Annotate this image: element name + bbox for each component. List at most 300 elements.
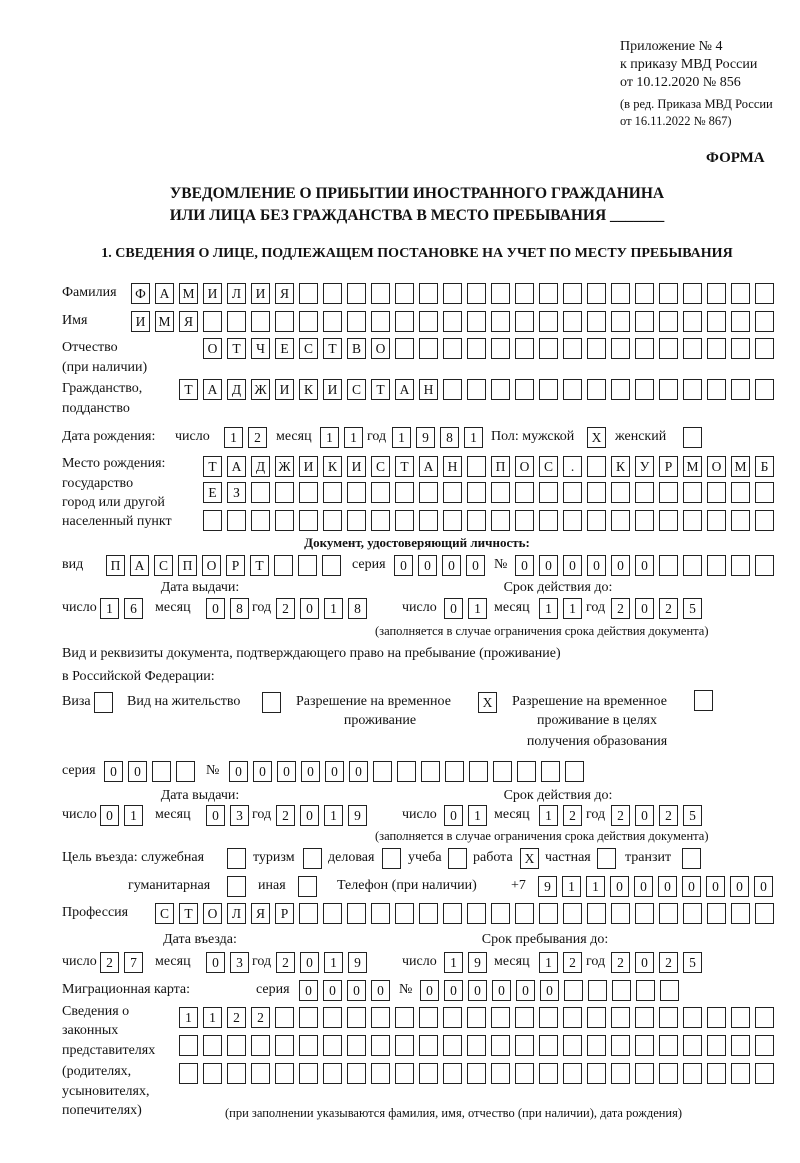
char-cell[interactable]: Я xyxy=(179,311,198,332)
char-cell[interactable]: 0 xyxy=(253,761,272,782)
char-cell[interactable] xyxy=(251,1063,270,1084)
char-cell[interactable] xyxy=(299,1063,318,1084)
char-cell[interactable]: 1 xyxy=(539,598,558,619)
char-cell[interactable] xyxy=(683,1063,702,1084)
char-cell[interactable] xyxy=(659,555,678,576)
char-cell[interactable] xyxy=(419,510,438,531)
char-cell[interactable] xyxy=(275,482,294,503)
char-cell[interactable] xyxy=(707,903,726,924)
char-cell[interactable] xyxy=(443,1035,462,1056)
char-cell[interactable] xyxy=(659,1035,678,1056)
char-cell[interactable]: 0 xyxy=(347,980,366,1001)
char-cell[interactable]: 2 xyxy=(659,952,678,973)
char-cell[interactable] xyxy=(541,761,560,782)
char-cell[interactable] xyxy=(491,311,510,332)
char-cell[interactable] xyxy=(491,903,510,924)
char-cell[interactable]: 0 xyxy=(635,952,654,973)
char-cell[interactable] xyxy=(467,283,486,304)
char-cell[interactable]: 0 xyxy=(444,805,463,826)
char-cell[interactable]: И xyxy=(275,379,294,400)
char-cell[interactable]: Ч xyxy=(251,338,270,359)
char-cell[interactable] xyxy=(275,510,294,531)
char-cell[interactable]: 0 xyxy=(730,876,749,897)
char-cell[interactable] xyxy=(611,311,630,332)
char-cell[interactable] xyxy=(227,311,246,332)
char-cell[interactable] xyxy=(564,980,583,1001)
char-cell[interactable]: Т xyxy=(371,379,390,400)
char-cell[interactable]: О xyxy=(203,903,222,924)
char-cell[interactable] xyxy=(635,1007,654,1028)
char-cell[interactable] xyxy=(421,761,440,782)
char-cell[interactable]: О xyxy=(707,456,726,477)
char-cell[interactable]: 0 xyxy=(754,876,773,897)
char-cell[interactable] xyxy=(419,482,438,503)
char-cell[interactable] xyxy=(323,510,342,531)
char-cell[interactable] xyxy=(491,338,510,359)
char-cell[interactable] xyxy=(587,1035,606,1056)
char-cell[interactable]: 0 xyxy=(635,805,654,826)
char-cell[interactable]: П xyxy=(106,555,125,576)
char-cell[interactable]: А xyxy=(130,555,149,576)
char-cell[interactable] xyxy=(419,1007,438,1028)
char-cell[interactable]: Т xyxy=(323,338,342,359)
char-cell[interactable]: 0 xyxy=(658,876,677,897)
char-cell[interactable] xyxy=(659,482,678,503)
char-cell[interactable] xyxy=(371,311,390,332)
char-cell[interactable] xyxy=(707,482,726,503)
char-cell[interactable] xyxy=(275,1035,294,1056)
char-cell[interactable] xyxy=(373,761,392,782)
char-cell[interactable] xyxy=(371,1035,390,1056)
char-cell[interactable]: . xyxy=(563,456,582,477)
char-cell[interactable] xyxy=(755,338,774,359)
char-cell[interactable]: Л xyxy=(227,283,246,304)
char-cell[interactable] xyxy=(563,1007,582,1028)
char-cell[interactable] xyxy=(467,1007,486,1028)
char-cell[interactable] xyxy=(227,1035,246,1056)
char-cell[interactable] xyxy=(755,1063,774,1084)
char-cell[interactable]: Т xyxy=(203,456,222,477)
char-cell[interactable] xyxy=(371,510,390,531)
char-cell[interactable] xyxy=(491,1007,510,1028)
checkbox-cell[interactable] xyxy=(382,848,401,869)
char-cell[interactable]: 1 xyxy=(203,1007,222,1028)
char-cell[interactable]: Н xyxy=(419,379,438,400)
char-cell[interactable] xyxy=(587,903,606,924)
char-cell[interactable]: И xyxy=(299,456,318,477)
char-cell[interactable]: М xyxy=(731,456,750,477)
char-cell[interactable] xyxy=(443,510,462,531)
char-cell[interactable] xyxy=(395,338,414,359)
char-cell[interactable] xyxy=(707,379,726,400)
char-cell[interactable] xyxy=(755,283,774,304)
char-cell[interactable]: 1 xyxy=(444,952,463,973)
char-cell[interactable]: К xyxy=(323,456,342,477)
char-cell[interactable] xyxy=(371,482,390,503)
char-cell[interactable] xyxy=(299,482,318,503)
char-cell[interactable]: К xyxy=(299,379,318,400)
char-cell[interactable]: Р xyxy=(275,903,294,924)
char-cell[interactable] xyxy=(588,980,607,1001)
char-cell[interactable] xyxy=(227,510,246,531)
char-cell[interactable] xyxy=(491,379,510,400)
char-cell[interactable] xyxy=(515,1035,534,1056)
char-cell[interactable] xyxy=(395,510,414,531)
char-cell[interactable] xyxy=(467,482,486,503)
checkbox-cell[interactable] xyxy=(683,427,702,448)
char-cell[interactable] xyxy=(395,1007,414,1028)
checkbox-cell[interactable] xyxy=(448,848,467,869)
char-cell[interactable]: 1 xyxy=(539,952,558,973)
char-cell[interactable]: 0 xyxy=(371,980,390,1001)
char-cell[interactable] xyxy=(275,311,294,332)
char-cell[interactable]: 0 xyxy=(635,598,654,619)
char-cell[interactable]: 1 xyxy=(324,952,343,973)
char-cell[interactable] xyxy=(251,1035,270,1056)
char-cell[interactable] xyxy=(707,283,726,304)
char-cell[interactable] xyxy=(683,510,702,531)
char-cell[interactable] xyxy=(515,1063,534,1084)
char-cell[interactable] xyxy=(298,555,317,576)
char-cell[interactable] xyxy=(659,903,678,924)
char-cell[interactable] xyxy=(611,903,630,924)
char-cell[interactable]: М xyxy=(683,456,702,477)
char-cell[interactable] xyxy=(323,903,342,924)
char-cell[interactable]: 0 xyxy=(128,761,147,782)
char-cell[interactable] xyxy=(755,510,774,531)
char-cell[interactable]: 1 xyxy=(324,598,343,619)
char-cell[interactable] xyxy=(323,283,342,304)
char-cell[interactable] xyxy=(419,1063,438,1084)
char-cell[interactable]: Б xyxy=(755,456,774,477)
char-cell[interactable] xyxy=(395,903,414,924)
char-cell[interactable]: Т xyxy=(179,903,198,924)
char-cell[interactable] xyxy=(515,903,534,924)
char-cell[interactable] xyxy=(539,338,558,359)
char-cell[interactable] xyxy=(635,1063,654,1084)
char-cell[interactable]: Я xyxy=(275,283,294,304)
char-cell[interactable] xyxy=(635,903,654,924)
char-cell[interactable] xyxy=(587,283,606,304)
char-cell[interactable] xyxy=(176,761,195,782)
char-cell[interactable] xyxy=(707,338,726,359)
char-cell[interactable] xyxy=(419,283,438,304)
char-cell[interactable]: 3 xyxy=(230,952,249,973)
char-cell[interactable]: П xyxy=(178,555,197,576)
char-cell[interactable] xyxy=(635,379,654,400)
char-cell[interactable]: И xyxy=(323,379,342,400)
char-cell[interactable]: И xyxy=(131,311,150,332)
char-cell[interactable] xyxy=(731,283,750,304)
char-cell[interactable] xyxy=(539,1007,558,1028)
char-cell[interactable] xyxy=(467,338,486,359)
char-cell[interactable] xyxy=(491,283,510,304)
char-cell[interactable] xyxy=(683,555,702,576)
char-cell[interactable]: 2 xyxy=(659,805,678,826)
char-cell[interactable] xyxy=(515,311,534,332)
char-cell[interactable]: 1 xyxy=(179,1007,198,1028)
char-cell[interactable] xyxy=(323,482,342,503)
char-cell[interactable] xyxy=(707,510,726,531)
char-cell[interactable]: 8 xyxy=(348,598,367,619)
char-cell[interactable]: 0 xyxy=(104,761,123,782)
char-cell[interactable]: О xyxy=(515,456,534,477)
char-cell[interactable] xyxy=(274,555,293,576)
char-cell[interactable] xyxy=(299,1035,318,1056)
char-cell[interactable]: Н xyxy=(443,456,462,477)
char-cell[interactable] xyxy=(611,1035,630,1056)
char-cell[interactable]: Т xyxy=(250,555,269,576)
char-cell[interactable] xyxy=(419,338,438,359)
char-cell[interactable] xyxy=(611,1063,630,1084)
char-cell[interactable] xyxy=(611,482,630,503)
char-cell[interactable] xyxy=(635,338,654,359)
char-cell[interactable] xyxy=(347,1035,366,1056)
char-cell[interactable] xyxy=(563,338,582,359)
char-cell[interactable] xyxy=(563,283,582,304)
char-cell[interactable] xyxy=(467,311,486,332)
char-cell[interactable] xyxy=(323,1007,342,1028)
char-cell[interactable] xyxy=(565,761,584,782)
char-cell[interactable] xyxy=(612,980,631,1001)
char-cell[interactable]: О xyxy=(202,555,221,576)
char-cell[interactable] xyxy=(203,1035,222,1056)
char-cell[interactable]: Ж xyxy=(275,456,294,477)
char-cell[interactable] xyxy=(683,1007,702,1028)
char-cell[interactable] xyxy=(683,903,702,924)
char-cell[interactable] xyxy=(299,1007,318,1028)
char-cell[interactable]: И xyxy=(347,456,366,477)
char-cell[interactable]: 1 xyxy=(539,805,558,826)
char-cell[interactable] xyxy=(515,283,534,304)
char-cell[interactable]: Е xyxy=(203,482,222,503)
char-cell[interactable] xyxy=(251,311,270,332)
char-cell[interactable]: 2 xyxy=(276,805,295,826)
checkbox-cell[interactable]: X xyxy=(587,427,606,448)
char-cell[interactable] xyxy=(659,283,678,304)
char-cell[interactable]: П xyxy=(491,456,510,477)
char-cell[interactable] xyxy=(563,1035,582,1056)
char-cell[interactable]: 0 xyxy=(444,598,463,619)
checkbox-cell[interactable] xyxy=(298,876,317,897)
char-cell[interactable] xyxy=(539,311,558,332)
char-cell[interactable] xyxy=(611,510,630,531)
char-cell[interactable] xyxy=(419,903,438,924)
checkbox-cell[interactable]: X xyxy=(520,848,539,869)
char-cell[interactable] xyxy=(323,311,342,332)
char-cell[interactable] xyxy=(563,482,582,503)
char-cell[interactable]: 0 xyxy=(300,598,319,619)
char-cell[interactable]: У xyxy=(635,456,654,477)
char-cell[interactable] xyxy=(587,482,606,503)
char-cell[interactable] xyxy=(755,1035,774,1056)
char-cell[interactable] xyxy=(707,1063,726,1084)
char-cell[interactable] xyxy=(347,283,366,304)
char-cell[interactable]: 5 xyxy=(683,598,702,619)
char-cell[interactable] xyxy=(347,1007,366,1028)
checkbox-cell[interactable] xyxy=(227,876,246,897)
char-cell[interactable] xyxy=(731,338,750,359)
char-cell[interactable] xyxy=(467,379,486,400)
char-cell[interactable]: И xyxy=(251,283,270,304)
char-cell[interactable] xyxy=(755,482,774,503)
char-cell[interactable] xyxy=(539,379,558,400)
char-cell[interactable] xyxy=(683,311,702,332)
checkbox-cell[interactable] xyxy=(227,848,246,869)
char-cell[interactable] xyxy=(659,1063,678,1084)
char-cell[interactable] xyxy=(227,1063,246,1084)
char-cell[interactable] xyxy=(515,510,534,531)
char-cell[interactable] xyxy=(443,1007,462,1028)
char-cell[interactable] xyxy=(203,311,222,332)
char-cell[interactable]: С xyxy=(155,903,174,924)
char-cell[interactable] xyxy=(397,761,416,782)
char-cell[interactable] xyxy=(731,482,750,503)
char-cell[interactable]: 1 xyxy=(324,805,343,826)
char-cell[interactable]: С xyxy=(299,338,318,359)
char-cell[interactable] xyxy=(395,482,414,503)
char-cell[interactable]: 0 xyxy=(442,555,461,576)
char-cell[interactable]: 0 xyxy=(634,876,653,897)
char-cell[interactable] xyxy=(299,510,318,531)
char-cell[interactable] xyxy=(731,1007,750,1028)
char-cell[interactable]: Т xyxy=(227,338,246,359)
char-cell[interactable]: 2 xyxy=(563,952,582,973)
char-cell[interactable]: 0 xyxy=(323,980,342,1001)
char-cell[interactable] xyxy=(683,482,702,503)
char-cell[interactable]: 0 xyxy=(418,555,437,576)
char-cell[interactable] xyxy=(635,283,654,304)
char-cell[interactable] xyxy=(587,456,606,477)
char-cell[interactable]: 0 xyxy=(706,876,725,897)
char-cell[interactable] xyxy=(539,482,558,503)
char-cell[interactable]: Т xyxy=(179,379,198,400)
char-cell[interactable]: Р xyxy=(226,555,245,576)
char-cell[interactable] xyxy=(203,1063,222,1084)
char-cell[interactable]: А xyxy=(419,456,438,477)
char-cell[interactable]: 0 xyxy=(563,555,582,576)
char-cell[interactable] xyxy=(707,1007,726,1028)
char-cell[interactable] xyxy=(395,311,414,332)
char-cell[interactable]: С xyxy=(539,456,558,477)
char-cell[interactable] xyxy=(491,482,510,503)
char-cell[interactable] xyxy=(539,903,558,924)
char-cell[interactable] xyxy=(731,1063,750,1084)
char-cell[interactable] xyxy=(731,555,750,576)
checkbox-cell[interactable] xyxy=(262,692,281,713)
char-cell[interactable] xyxy=(611,338,630,359)
char-cell[interactable]: 2 xyxy=(611,805,630,826)
char-cell[interactable]: 0 xyxy=(540,980,559,1001)
char-cell[interactable] xyxy=(659,1007,678,1028)
char-cell[interactable]: 0 xyxy=(301,761,320,782)
char-cell[interactable]: А xyxy=(155,283,174,304)
char-cell[interactable] xyxy=(371,1063,390,1084)
char-cell[interactable]: 2 xyxy=(251,1007,270,1028)
char-cell[interactable]: Ф xyxy=(131,283,150,304)
char-cell[interactable] xyxy=(707,555,726,576)
char-cell[interactable] xyxy=(659,338,678,359)
char-cell[interactable]: 9 xyxy=(348,952,367,973)
checkbox-cell[interactable] xyxy=(94,692,113,713)
char-cell[interactable]: 9 xyxy=(468,952,487,973)
char-cell[interactable] xyxy=(707,1035,726,1056)
char-cell[interactable]: 2 xyxy=(563,805,582,826)
char-cell[interactable] xyxy=(731,311,750,332)
char-cell[interactable] xyxy=(515,379,534,400)
char-cell[interactable] xyxy=(683,1035,702,1056)
char-cell[interactable] xyxy=(179,1063,198,1084)
char-cell[interactable]: 1 xyxy=(124,805,143,826)
char-cell[interactable] xyxy=(659,311,678,332)
char-cell[interactable] xyxy=(347,1063,366,1084)
char-cell[interactable]: 0 xyxy=(206,805,225,826)
char-cell[interactable]: 1 xyxy=(562,876,581,897)
char-cell[interactable] xyxy=(515,338,534,359)
char-cell[interactable]: 1 xyxy=(586,876,605,897)
char-cell[interactable] xyxy=(683,283,702,304)
char-cell[interactable]: 1 xyxy=(224,427,243,448)
char-cell[interactable] xyxy=(395,1063,414,1084)
char-cell[interactable]: 2 xyxy=(611,598,630,619)
char-cell[interactable] xyxy=(611,283,630,304)
char-cell[interactable]: 0 xyxy=(516,980,535,1001)
char-cell[interactable] xyxy=(443,482,462,503)
char-cell[interactable] xyxy=(611,379,630,400)
char-cell[interactable]: 0 xyxy=(682,876,701,897)
char-cell[interactable]: 0 xyxy=(206,952,225,973)
char-cell[interactable] xyxy=(539,1063,558,1084)
char-cell[interactable]: 0 xyxy=(206,598,225,619)
char-cell[interactable] xyxy=(347,903,366,924)
char-cell[interactable] xyxy=(443,1063,462,1084)
char-cell[interactable]: 0 xyxy=(466,555,485,576)
char-cell[interactable] xyxy=(539,283,558,304)
char-cell[interactable] xyxy=(467,510,486,531)
char-cell[interactable] xyxy=(347,311,366,332)
char-cell[interactable] xyxy=(203,510,222,531)
char-cell[interactable]: А xyxy=(395,379,414,400)
char-cell[interactable]: Е xyxy=(275,338,294,359)
char-cell[interactable] xyxy=(443,283,462,304)
char-cell[interactable]: 1 xyxy=(344,427,363,448)
char-cell[interactable]: С xyxy=(154,555,173,576)
char-cell[interactable]: В xyxy=(347,338,366,359)
char-cell[interactable]: 9 xyxy=(538,876,557,897)
char-cell[interactable]: 2 xyxy=(227,1007,246,1028)
char-cell[interactable] xyxy=(347,510,366,531)
char-cell[interactable]: 0 xyxy=(444,980,463,1001)
char-cell[interactable]: 6 xyxy=(124,598,143,619)
char-cell[interactable]: Я xyxy=(251,903,270,924)
char-cell[interactable]: 0 xyxy=(300,952,319,973)
char-cell[interactable] xyxy=(152,761,171,782)
char-cell[interactable] xyxy=(731,903,750,924)
char-cell[interactable] xyxy=(683,338,702,359)
char-cell[interactable] xyxy=(515,482,534,503)
char-cell[interactable]: 0 xyxy=(492,980,511,1001)
char-cell[interactable] xyxy=(371,283,390,304)
char-cell[interactable]: 0 xyxy=(635,555,654,576)
char-cell[interactable]: 1 xyxy=(563,598,582,619)
char-cell[interactable]: 8 xyxy=(230,598,249,619)
char-cell[interactable]: Д xyxy=(251,456,270,477)
char-cell[interactable] xyxy=(419,1035,438,1056)
char-cell[interactable]: 0 xyxy=(515,555,534,576)
char-cell[interactable] xyxy=(179,1035,198,1056)
char-cell[interactable]: С xyxy=(371,456,390,477)
char-cell[interactable]: Т xyxy=(395,456,414,477)
